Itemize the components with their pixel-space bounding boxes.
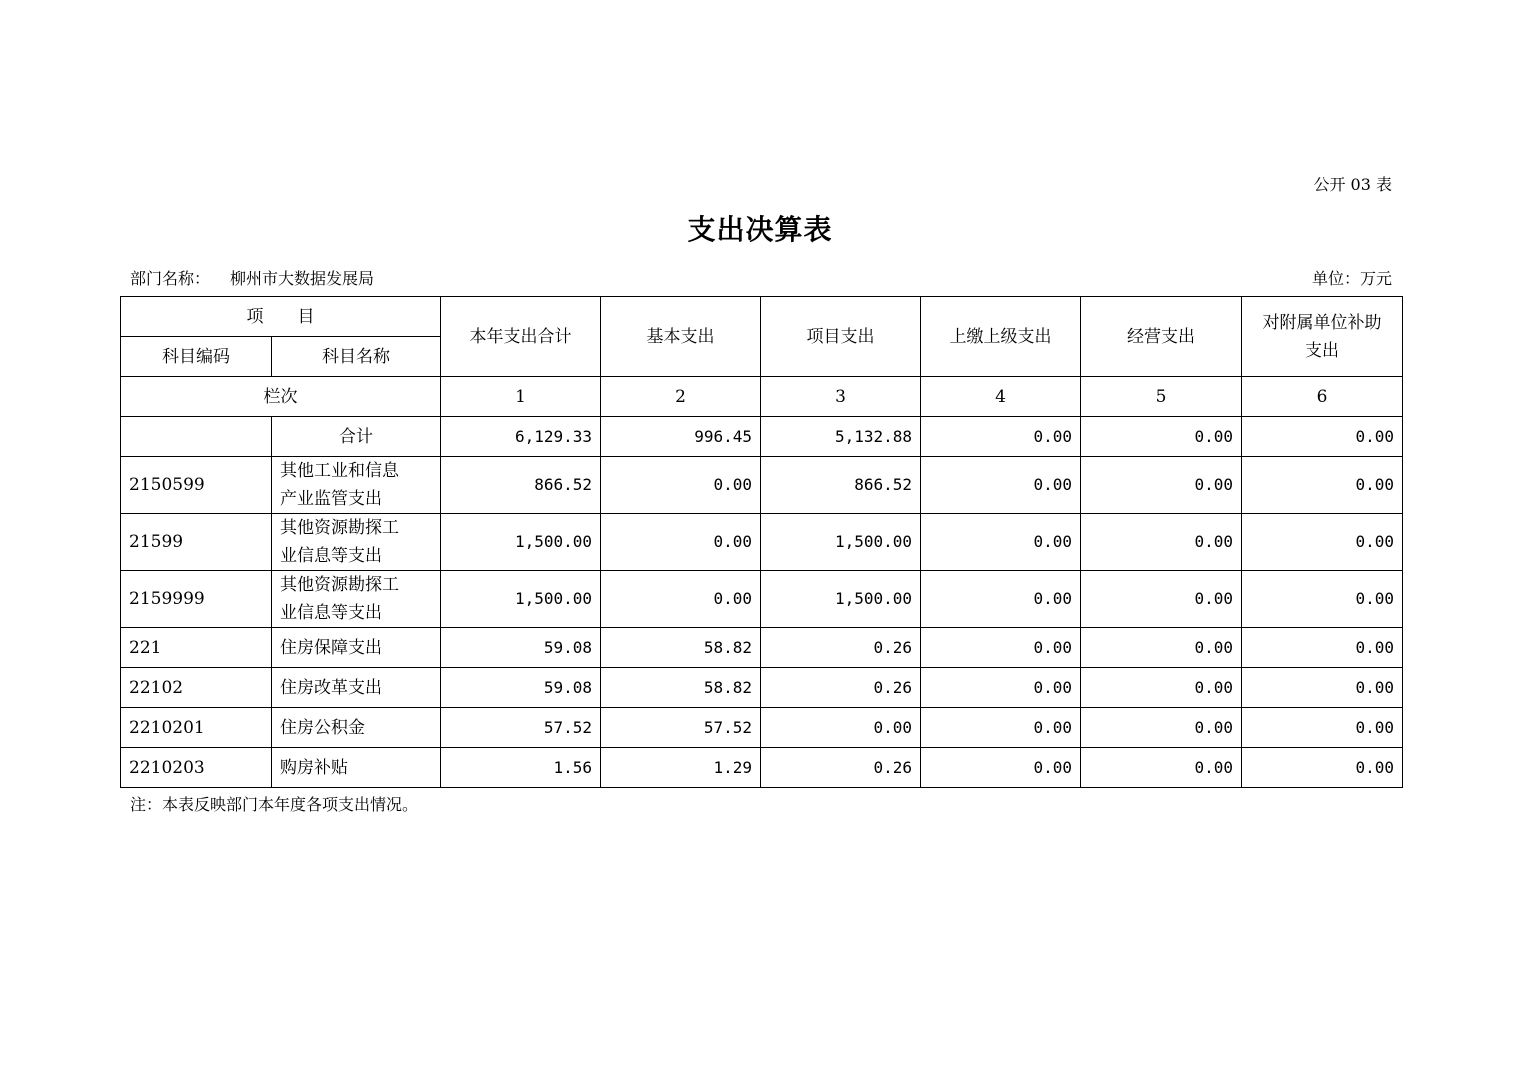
header-item: 项 目 bbox=[121, 297, 441, 337]
value-cell: 0.26 bbox=[761, 668, 921, 708]
subject-name-line2: 业信息等支出 bbox=[280, 546, 382, 566]
subject-code: 21599 bbox=[121, 514, 272, 571]
department-line bbox=[130, 266, 374, 289]
value-cell: 0.00 bbox=[921, 571, 1081, 628]
subject-code: 2210201 bbox=[121, 708, 272, 748]
value-cell: 0.00 bbox=[1081, 457, 1242, 514]
value-cell: 0.00 bbox=[1081, 514, 1242, 571]
value-cell: 0.00 bbox=[1242, 571, 1403, 628]
header-subject-code: 科目编码 bbox=[121, 337, 272, 377]
subject-code: 22102 bbox=[121, 668, 272, 708]
value-cell: 0.00 bbox=[1242, 628, 1403, 668]
value-cell: 1,500.00 bbox=[761, 514, 921, 571]
value-cell: 0.00 bbox=[921, 628, 1081, 668]
subject-name-line1: 其他资源勘探工 bbox=[280, 575, 399, 595]
subject-code: 2159999 bbox=[121, 571, 272, 628]
seq-cell: 2 bbox=[601, 377, 761, 417]
value-cell: 0.00 bbox=[921, 668, 1081, 708]
value-cell: 866.52 bbox=[761, 457, 921, 514]
value-cell: 996.45 bbox=[601, 417, 761, 457]
value-cell: 59.08 bbox=[441, 668, 601, 708]
value-cell: 57.52 bbox=[601, 708, 761, 748]
seq-cell: 4 bbox=[921, 377, 1081, 417]
value-cell: 0.00 bbox=[1242, 417, 1403, 457]
header-subsidiary-subsidy-line2: 支出 bbox=[1305, 340, 1339, 361]
value-cell: 0.00 bbox=[921, 708, 1081, 748]
subject-name-line2: 产业监管支出 bbox=[280, 489, 382, 509]
subject-name bbox=[272, 571, 441, 628]
value-cell: 1,500.00 bbox=[761, 571, 921, 628]
value-cell: 0.00 bbox=[921, 457, 1081, 514]
value-cell: 6,129.33 bbox=[441, 417, 601, 457]
value-cell: 0.00 bbox=[1081, 748, 1242, 788]
value-cell: 0.00 bbox=[761, 708, 921, 748]
header-business-expenditure: 经营支出 bbox=[1081, 297, 1242, 377]
value-cell: 0.00 bbox=[1242, 668, 1403, 708]
total-code-cell bbox=[121, 417, 272, 457]
header-seq-label: 栏次 bbox=[121, 377, 441, 417]
form-number: 公开 03 表 bbox=[1313, 175, 1392, 194]
value-cell: 0.00 bbox=[601, 571, 761, 628]
value-cell: 0.00 bbox=[921, 417, 1081, 457]
table-row bbox=[121, 457, 1403, 514]
seq-cell: 1 bbox=[441, 377, 601, 417]
value-cell: 0.00 bbox=[1242, 708, 1403, 748]
subject-code: 2210203 bbox=[121, 748, 272, 788]
header-project-expenditure: 项目支出 bbox=[761, 297, 921, 377]
subject-code: 221 bbox=[121, 628, 272, 668]
value-cell: 57.52 bbox=[441, 708, 601, 748]
value-cell: 0.00 bbox=[921, 514, 1081, 571]
subject-name: 购房补贴 bbox=[272, 748, 441, 788]
table-row bbox=[121, 514, 1403, 571]
total-row bbox=[121, 417, 1403, 457]
header-subsidiary-subsidy bbox=[1242, 297, 1403, 377]
value-cell: 0.26 bbox=[761, 748, 921, 788]
value-cell: 0.00 bbox=[1242, 457, 1403, 514]
department-value: 柳州市大数据发展局 bbox=[230, 269, 375, 288]
value-cell: 58.82 bbox=[601, 668, 761, 708]
table-row bbox=[121, 668, 1403, 708]
unit-label: 单位：万元 bbox=[1311, 269, 1392, 288]
value-cell: 0.00 bbox=[921, 748, 1081, 788]
value-cell: 58.82 bbox=[601, 628, 761, 668]
header-basic-expenditure: 基本支出 bbox=[601, 297, 761, 377]
header-subject-name: 科目名称 bbox=[272, 337, 441, 377]
seq-cell: 6 bbox=[1242, 377, 1403, 417]
subject-name bbox=[272, 457, 441, 514]
header-total-expenditure: 本年支出合计 bbox=[441, 297, 601, 377]
table-row bbox=[121, 748, 1403, 788]
subject-code: 2150599 bbox=[121, 457, 272, 514]
subject-name: 住房公积金 bbox=[272, 708, 441, 748]
subject-name bbox=[272, 514, 441, 571]
subject-name-line1: 其他工业和信息 bbox=[280, 461, 399, 481]
value-cell: 59.08 bbox=[441, 628, 601, 668]
table-row bbox=[121, 571, 1403, 628]
department-label: 部门名称： bbox=[130, 269, 211, 288]
page-title: 支出决算表 bbox=[687, 213, 833, 246]
footnote: 注：本表反映部门本年度各项支出情况。 bbox=[130, 795, 419, 814]
value-cell: 0.00 bbox=[1242, 514, 1403, 571]
subject-name-line2: 业信息等支出 bbox=[280, 603, 382, 623]
seq-cell: 5 bbox=[1081, 377, 1242, 417]
total-label: 合计 bbox=[272, 417, 441, 457]
value-cell: 0.26 bbox=[761, 628, 921, 668]
expenditure-table bbox=[120, 296, 1403, 788]
value-cell: 1,500.00 bbox=[441, 571, 601, 628]
value-cell: 0.00 bbox=[1081, 668, 1242, 708]
value-cell: 0.00 bbox=[1081, 628, 1242, 668]
header-subsidiary-subsidy-line1: 对附属单位补助 bbox=[1262, 312, 1382, 333]
seq-cell: 3 bbox=[761, 377, 921, 417]
value-cell: 1.29 bbox=[601, 748, 761, 788]
value-cell: 0.00 bbox=[1242, 748, 1403, 788]
subject-name: 住房改革支出 bbox=[272, 668, 441, 708]
value-cell: 0.00 bbox=[1081, 708, 1242, 748]
value-cell: 5,132.88 bbox=[761, 417, 921, 457]
value-cell: 866.52 bbox=[441, 457, 601, 514]
subject-name-line1: 其他资源勘探工 bbox=[280, 518, 399, 538]
value-cell: 0.00 bbox=[1081, 571, 1242, 628]
value-cell: 0.00 bbox=[601, 457, 761, 514]
table-row bbox=[121, 708, 1403, 748]
table-row bbox=[121, 628, 1403, 668]
value-cell: 1.56 bbox=[441, 748, 601, 788]
value-cell: 1,500.00 bbox=[441, 514, 601, 571]
value-cell: 0.00 bbox=[601, 514, 761, 571]
header-remit-superior: 上缴上级支出 bbox=[921, 297, 1081, 377]
value-cell: 0.00 bbox=[1081, 417, 1242, 457]
subject-name: 住房保障支出 bbox=[272, 628, 441, 668]
